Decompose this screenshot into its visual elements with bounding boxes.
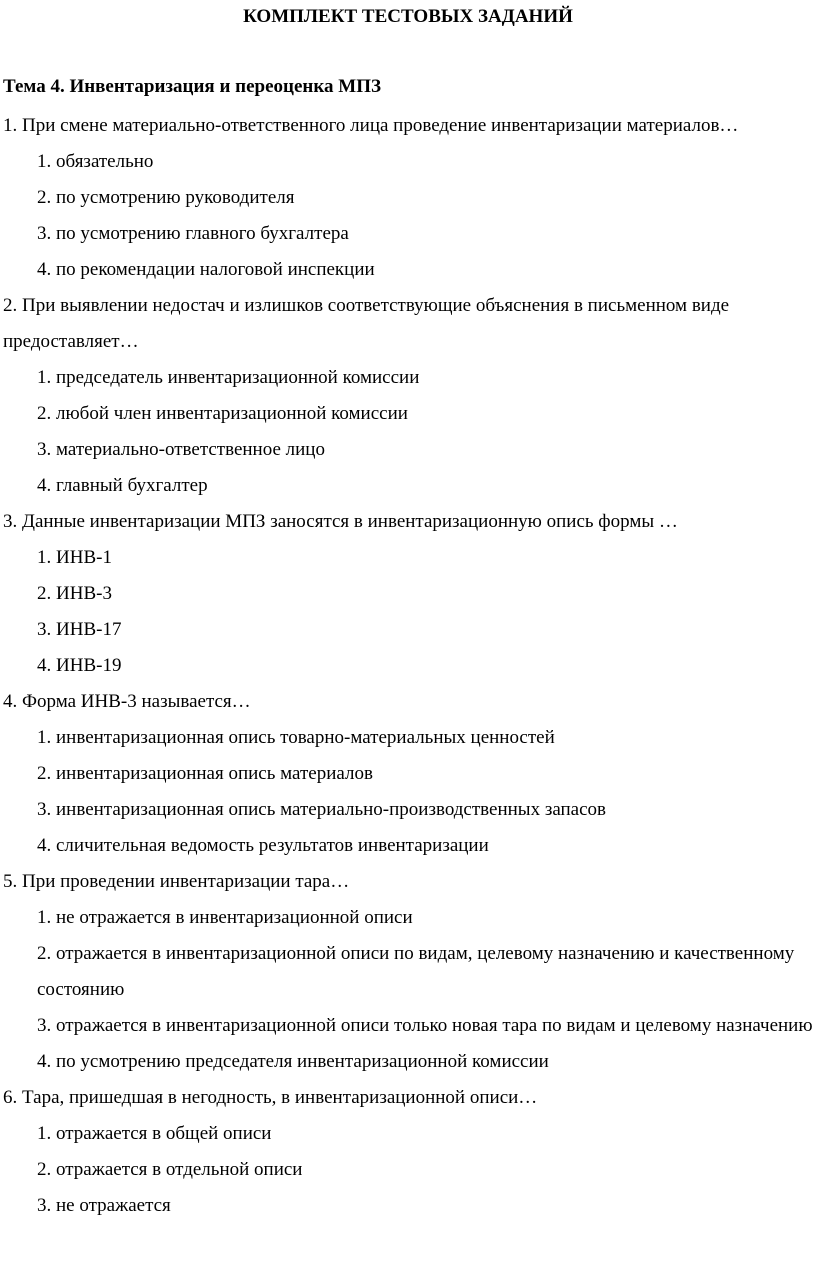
answer-option: 4. сличительная ведомость результатов инвентаризации bbox=[37, 835, 489, 856]
answer-option: 3. ИНВ-17 bbox=[37, 619, 122, 640]
question-text: 4. Форма ИНВ-3 называется… bbox=[3, 691, 251, 712]
answer-option: 1. отражается в общей описи bbox=[37, 1123, 272, 1144]
question-text: 1. При смене материально-ответственного лица проведение инвентаризации материалов… bbox=[3, 115, 739, 136]
question-6 bbox=[3, 1080, 813, 1224]
answer-option: 3. отражается в инвентаризационной описи только новая тара по видам и целевому назначению bbox=[37, 1015, 813, 1036]
answer-option: 4. ИНВ-19 bbox=[37, 655, 122, 676]
question-1 bbox=[3, 108, 813, 288]
question-text: 6. Тара, пришедшая в негодность, в инвентаризационной описи… bbox=[3, 1087, 538, 1108]
question-text: 3. Данные инвентаризации МПЗ заносятся в инвентаризационную опись формы … bbox=[3, 511, 678, 532]
answer-option: 1. инвентаризационная опись товарно-материальных ценностей bbox=[37, 727, 555, 748]
question-2 bbox=[3, 288, 813, 504]
answer-option: 1. председатель инвентаризационной комиссии bbox=[37, 367, 420, 388]
answer-option: 4. по рекомендации налоговой инспекции bbox=[37, 259, 375, 280]
answer-option: 4. главный бухгалтер bbox=[37, 475, 208, 496]
answer-option: 1. не отражается в инвентаризационной описи bbox=[37, 907, 413, 928]
answer-option: 3. по усмотрению главного бухгалтера bbox=[37, 223, 349, 244]
question-text: 5. При проведении инвентаризации тара… bbox=[3, 871, 350, 892]
answer-option: 1. ИНВ-1 bbox=[37, 547, 112, 568]
topic-heading: Тема 4. Инвентаризация и переоценка МПЗ bbox=[3, 76, 382, 97]
questions-list bbox=[3, 108, 813, 1224]
question-5 bbox=[3, 864, 813, 1080]
question-4 bbox=[3, 684, 813, 864]
answer-option: 2. ИНВ-3 bbox=[37, 583, 112, 604]
answer-option: 2. отражается в отдельной описи bbox=[37, 1159, 303, 1180]
answer-option: 4. по усмотрению председателя инвентаризационной комиссии bbox=[37, 1051, 549, 1072]
answer-option: 2. отражается в инвентаризационной описи по видам, целевому назначению и качественному состоянию bbox=[37, 943, 795, 1000]
answer-option: 3. инвентаризационная опись материально-производственных запасов bbox=[37, 799, 607, 820]
question-text: 2. При выявлении недостач и излишков соответствующие объяснения в письменном виде предоставляет… bbox=[3, 295, 730, 352]
document-title: КОМПЛЕКТ ТЕСТОВЫХ ЗАДАНИЙ bbox=[243, 6, 573, 27]
answer-option: 1. обязательно bbox=[37, 151, 154, 172]
question-3 bbox=[3, 504, 813, 684]
answer-option: 3. не отражается bbox=[37, 1195, 171, 1216]
answer-option: 2. по усмотрению руководителя bbox=[37, 187, 295, 208]
answer-option: 2. любой член инвентаризационной комиссии bbox=[37, 403, 408, 424]
answer-option: 3. материально-ответственное лицо bbox=[37, 439, 325, 460]
answer-option: 2. инвентаризационная опись материалов bbox=[37, 763, 373, 784]
